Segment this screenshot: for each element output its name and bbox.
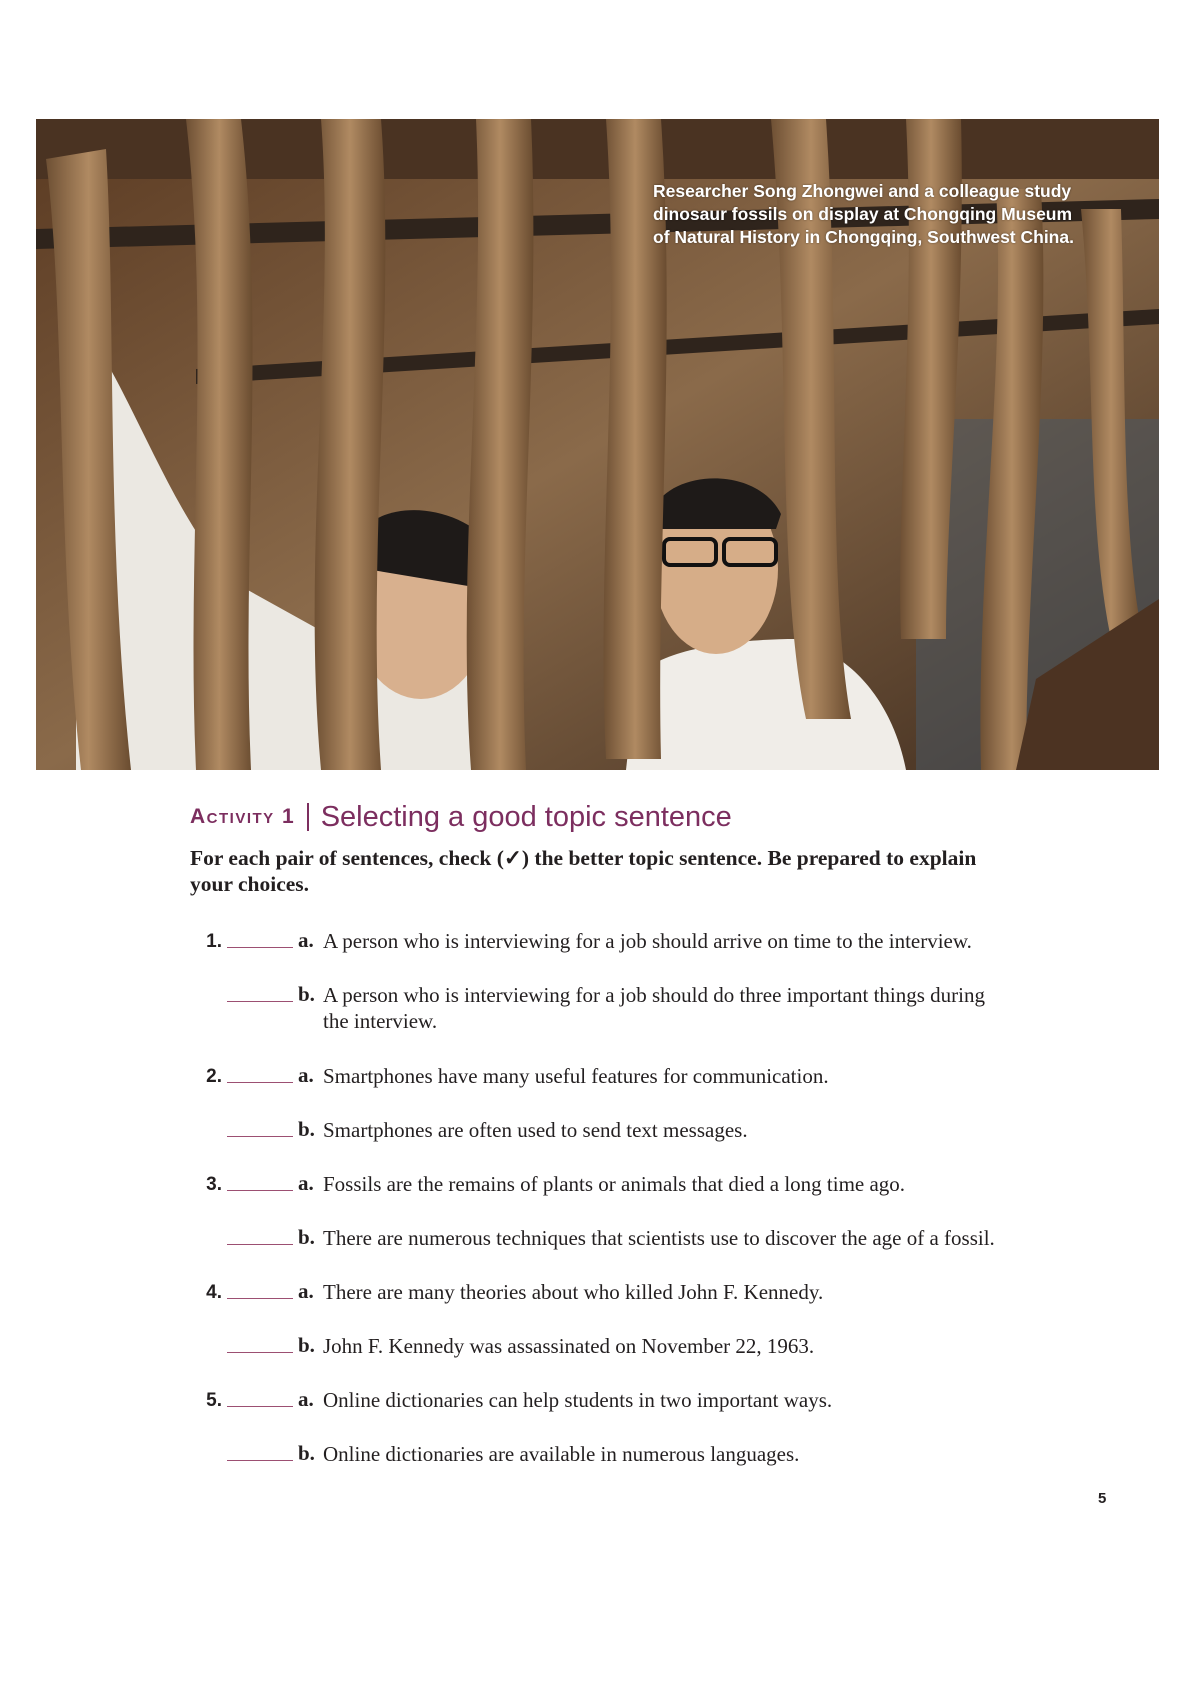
option-letter: b. xyxy=(298,982,315,1006)
item-3b xyxy=(190,1222,1020,1276)
option-text: Smartphones are often used to send text messages. xyxy=(323,1118,748,1142)
answer-blank[interactable] xyxy=(227,1082,293,1083)
photo-caption: Researcher Song Zhongwei and a colleague study dinosaur fossils on display at Chongqing Museum of Natural History in Chongqing, Southwest China. xyxy=(653,181,1074,247)
item-5a xyxy=(190,1384,1020,1438)
option-letter: a. xyxy=(298,1279,314,1303)
answer-blank[interactable] xyxy=(227,1136,293,1137)
item-3a xyxy=(190,1168,1020,1222)
activity-title: Selecting a good topic sentence xyxy=(320,800,732,833)
option-text: A person who is interviewing for a job should arrive on time to the interview. xyxy=(323,929,972,953)
item-2a xyxy=(190,1060,1020,1114)
option-text: Fossils are the remains of plants or animals that died a long time ago. xyxy=(323,1172,906,1196)
option-letter: b. xyxy=(298,1225,315,1249)
option-letter: b. xyxy=(298,1117,315,1141)
exercise-list xyxy=(190,925,1020,1492)
option-letter: b. xyxy=(298,1441,315,1465)
option-text: There are many theories about who killed John F. Kennedy. xyxy=(323,1280,824,1304)
item-number: 4. xyxy=(206,1282,222,1303)
item-4a xyxy=(190,1276,1020,1330)
item-4b xyxy=(190,1330,1020,1384)
option-text: A person who is interviewing for a job should do three important things during the interview. xyxy=(323,983,985,1033)
activity-heading xyxy=(190,800,732,834)
answer-blank[interactable] xyxy=(227,1001,293,1002)
option-letter: a. xyxy=(298,1063,314,1087)
option-letter: b. xyxy=(298,1333,315,1357)
item-number: 5. xyxy=(206,1390,222,1411)
option-letter: a. xyxy=(298,1387,314,1411)
item-number: 1. xyxy=(206,931,222,952)
item-2b xyxy=(190,1114,1020,1168)
option-text: John F. Kennedy was assassinated on November 22, 1963. xyxy=(323,1334,815,1358)
option-text: There are numerous techniques that scientists use to discover the age of a fossil. xyxy=(323,1226,995,1250)
activity-label: Activity 1 xyxy=(190,805,296,828)
item-1a xyxy=(190,925,1020,979)
item-5b xyxy=(190,1438,1020,1492)
museum-photo xyxy=(36,119,1159,770)
option-text: Online dictionaries are available in numerous languages. xyxy=(323,1442,800,1466)
answer-blank[interactable] xyxy=(227,1190,293,1191)
option-letter: a. xyxy=(298,1171,314,1195)
heading-divider xyxy=(307,803,309,831)
activity-instructions: For each pair of sentences, check (✓) the better topic sentence. Be prepared to explain your choices. xyxy=(190,846,977,896)
answer-blank[interactable] xyxy=(227,1406,293,1407)
item-number: 3. xyxy=(206,1174,222,1195)
answer-blank[interactable] xyxy=(227,1460,293,1461)
answer-blank[interactable] xyxy=(227,1352,293,1353)
item-1b xyxy=(190,979,1020,1060)
option-text: Online dictionaries can help students in two important ways. xyxy=(323,1388,833,1412)
answer-blank[interactable] xyxy=(227,1298,293,1299)
page-number: 5 xyxy=(1098,1490,1107,1507)
option-text: Smartphones have many useful features for communication. xyxy=(323,1064,829,1088)
item-number: 2. xyxy=(206,1066,222,1087)
answer-blank[interactable] xyxy=(227,1244,293,1245)
answer-blank[interactable] xyxy=(227,947,293,948)
option-letter: a. xyxy=(298,928,314,952)
